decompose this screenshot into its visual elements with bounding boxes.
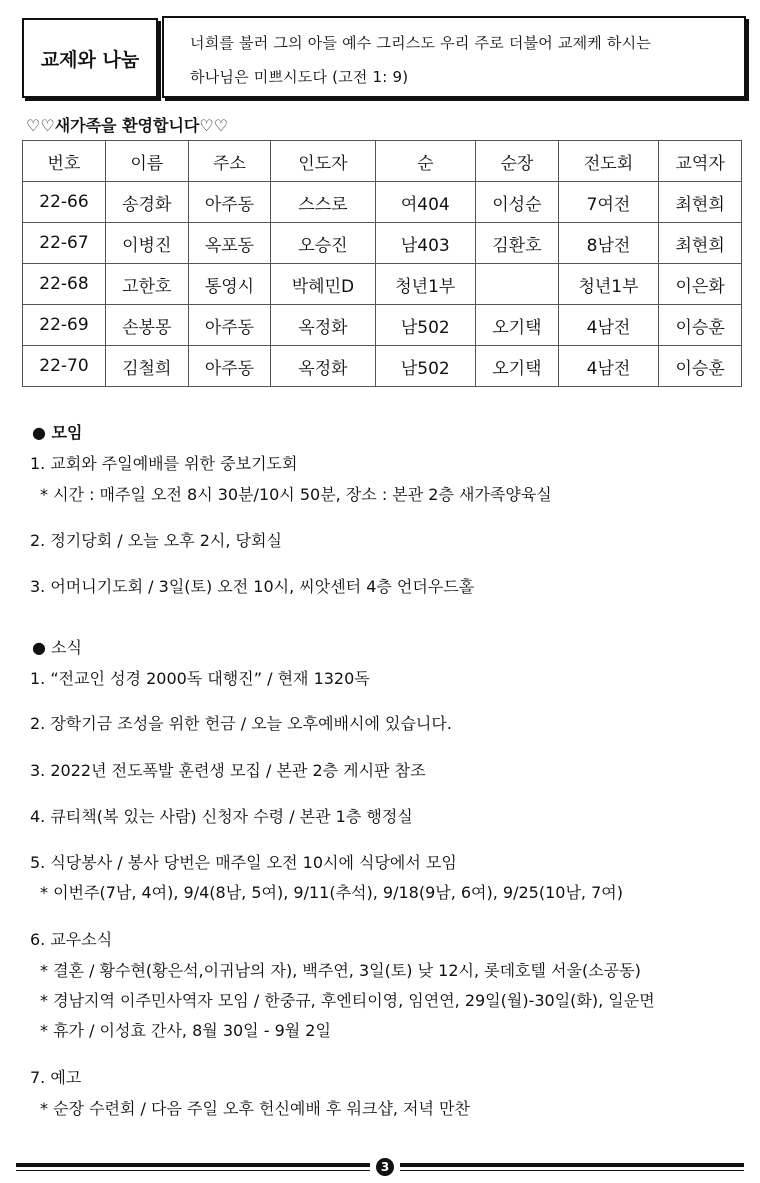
table-cell: 박혜민D [271,264,375,305]
footer-rule-right-thin [400,1170,744,1171]
table-cell: 옥정화 [271,346,375,387]
news-item-5-detail: * 이번주(7남, 4여), 9/4(8남, 5여), 9/11(추석), 9/18(9남, 6여), 9/25(10남, 7여) [40,883,623,902]
news-item-2: 2. 장학기금 조성을 위한 헌금 / 오늘 오후예배시에 있습니다. [30,714,452,733]
table-cell [476,264,559,305]
table-cell: 이성순 [476,182,559,223]
news-item-4: 4. 큐티책(복 있는 사람) 신청자 수령 / 본관 1층 행정실 [30,807,413,826]
table-header-row [23,141,742,182]
table-cell: 이병진 [105,223,188,264]
news-item-7: 7. 예고 [30,1068,82,1087]
table-cell: 4남전 [558,305,659,346]
news-item-5: 5. 식당봉사 / 봉사 당번은 매주일 오전 10시에 식당에서 모임 [30,853,457,872]
news-item-6-meeting: * 경남지역 이주민사역자 모임 / 한중규, 후엔티이영, 임연연, 29일(월)-30일(화), 일운면 [40,991,655,1010]
table-cell: 이승훈 [659,346,742,387]
table-cell: 김환호 [476,223,559,264]
table-cell: 22-68 [23,264,106,305]
table-cell: 옥포동 [188,223,271,264]
table-cell: 7여전 [558,182,659,223]
section-title: 교제와 나눔 [22,18,158,98]
column-header-pastor: 교역자 [659,141,742,182]
table-cell: 22-67 [23,223,106,264]
table-cell: 4남전 [558,346,659,387]
news-item-6: 6. 교우소식 [30,930,113,949]
table-cell: 남502 [375,346,476,387]
meeting-item-1-detail: * 시간 : 매주일 오전 8시 30분/10시 50분, 장소 : 본관 2층 새가족양육실 [40,485,552,504]
table-cell: 아주동 [188,346,271,387]
verse-box [162,16,746,98]
table-row [23,223,742,264]
table-cell: 8남전 [558,223,659,264]
news-item-7-detail: * 순장 수련회 / 다음 주일 오후 헌신예배 후 워크샵, 저녁 만찬 [40,1099,470,1118]
table-cell: 청년1부 [375,264,476,305]
verse-line-2: 하나님은 미쁘시도다 (고전 1: 9) [190,68,409,86]
table-row [23,264,742,305]
new-members-table [22,140,742,387]
table-cell: 고한호 [105,264,188,305]
table-cell: 22-70 [23,346,106,387]
table-cell: 여404 [375,182,476,223]
footer-rule-right [400,1163,744,1167]
column-header-guide: 인도자 [271,141,375,182]
table-cell: 아주동 [188,182,271,223]
verse-line-1: 너희를 불러 그의 아들 예수 그리스도 우리 주로 더불어 교제케 하시는 [190,34,652,52]
page-number: 3 [376,1158,394,1176]
table-cell: 오승진 [271,223,375,264]
footer-rule-left [16,1163,370,1167]
news-item-3: 3. 2022년 전도폭발 훈련생 모집 / 본관 2층 게시판 참조 [30,761,426,780]
table-cell: 오기택 [476,346,559,387]
table-cell: 남403 [375,223,476,264]
meeting-item-3: 3. 어머니기도회 / 3일(토) 오전 10시, 씨앗센터 4층 언더우드홀 [30,577,475,596]
news-item-6-wedding: * 결혼 / 황수현(황은석,이귀남의 자), 백주연, 3일(토) 낮 12시, 롯데호텔 서울(소공동) [40,961,641,980]
table-cell: 이승훈 [659,305,742,346]
table-cell: 옥정화 [271,305,375,346]
table-row [23,182,742,223]
table-cell: 최현희 [659,182,742,223]
news-item-1: 1. “전교인 성경 2000독 대행진” / 현재 1320독 [30,669,370,688]
table-cell: 통영시 [188,264,271,305]
table-cell: 김철희 [105,346,188,387]
meetings-heading: ● 모임 [32,423,83,442]
column-header-group-leader: 순장 [476,141,559,182]
meeting-item-1: 1. 교회와 주일예배를 위한 중보기도회 [30,454,298,473]
table-cell: 이은화 [659,264,742,305]
welcome-heading: ♡♡새가족을 환영합니다♡♡ [26,116,229,135]
table-cell: 아주동 [188,305,271,346]
table-cell: 22-66 [23,182,106,223]
table-cell: 최현희 [659,223,742,264]
meeting-item-2: 2. 정기당회 / 오늘 오후 2시, 당회실 [30,531,282,550]
table-row [23,346,742,387]
table-cell: 남502 [375,305,476,346]
table-row [23,305,742,346]
news-item-6-vacation: * 휴가 / 이성효 간사, 8월 30일 - 9월 2일 [40,1021,331,1040]
table-cell: 손봉몽 [105,305,188,346]
table-cell: 송경화 [105,182,188,223]
column-header-mission-society: 전도회 [558,141,659,182]
table-cell: 청년1부 [558,264,659,305]
table-cell: 22-69 [23,305,106,346]
table-cell: 스스로 [271,182,375,223]
column-header-address: 주소 [188,141,271,182]
news-heading: ● 소식 [32,638,82,657]
column-header-number: 번호 [23,141,106,182]
column-header-group: 순 [375,141,476,182]
table-cell: 오기택 [476,305,559,346]
footer-rule-left-thin [16,1170,370,1171]
column-header-name: 이름 [105,141,188,182]
